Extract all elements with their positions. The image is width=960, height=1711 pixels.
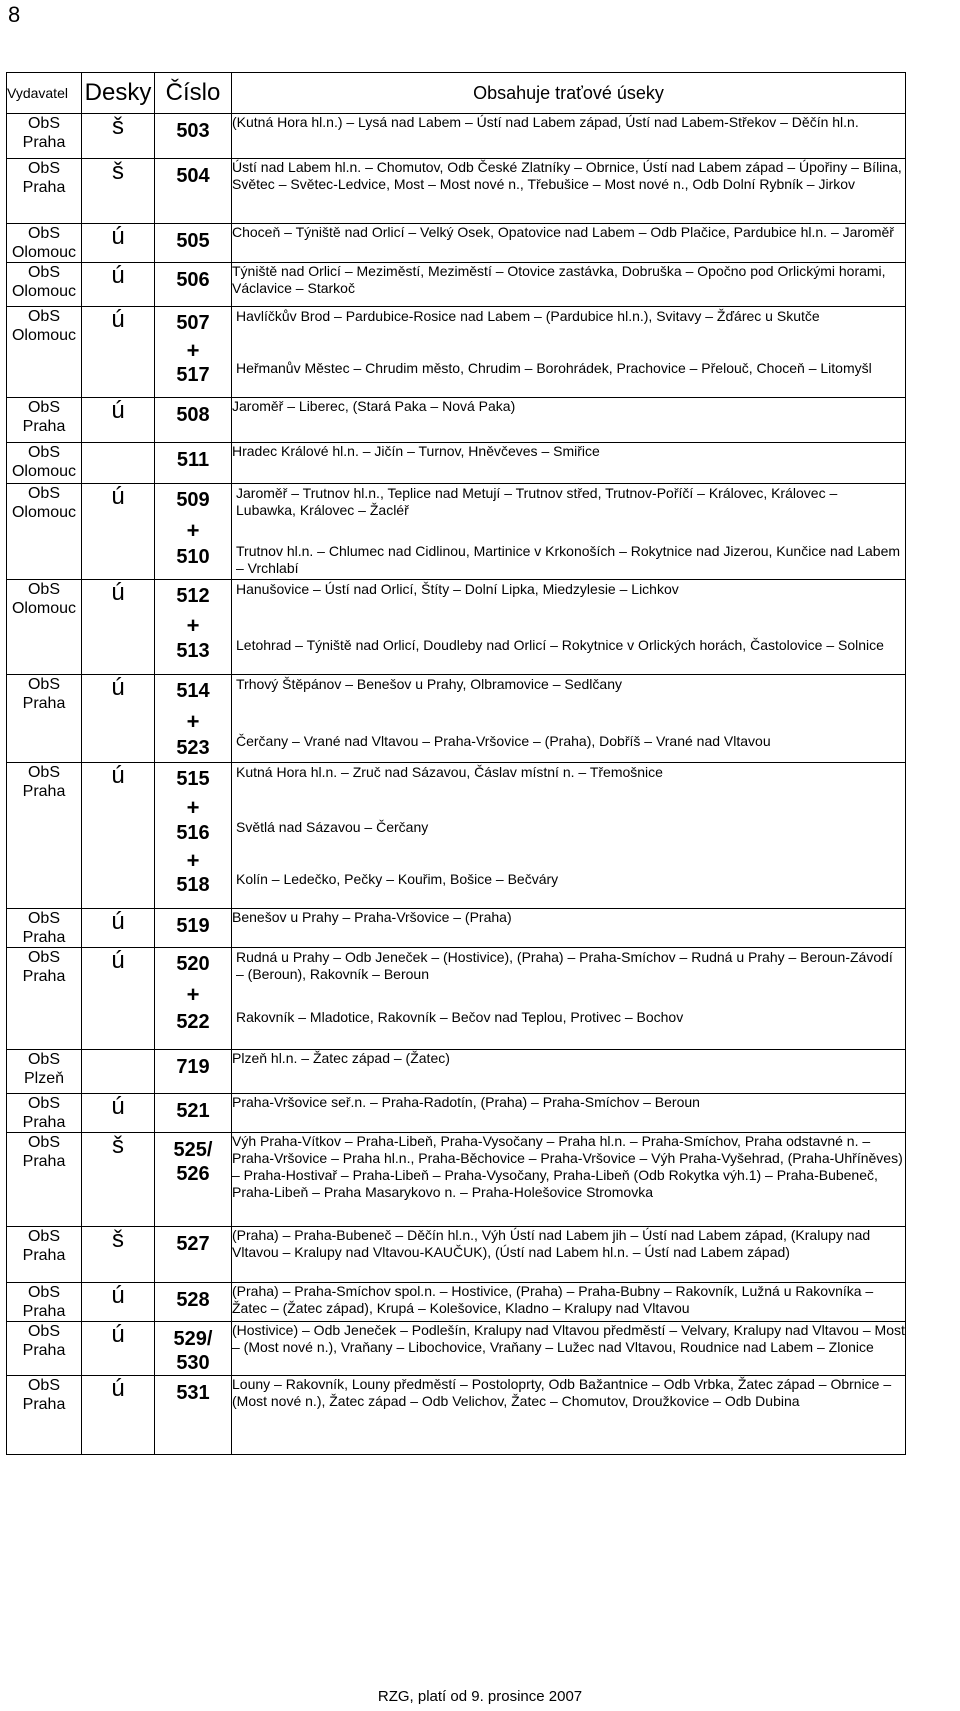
publisher-line: Olomouc xyxy=(11,600,77,617)
desk-cell: ú xyxy=(82,1094,155,1133)
publisher-line: ObS xyxy=(27,910,60,927)
section-description: Benešov u Prahy – Praha-Vršovice – (Praha) xyxy=(232,909,512,925)
footer-note: RZG, platí od 9. prosince 2007 xyxy=(377,1688,583,1705)
sections-cell xyxy=(232,763,906,909)
publisher-line: Olomouc xyxy=(11,327,77,344)
sections-cell xyxy=(232,398,906,443)
section-description: Ústí nad Labem hl.n. – Chomutov, Odb České Zlatníky – Obrnice, Ústí nad Labem západ – Úpořiny – Bílina, Světec – Světec-Ledvice, Most – Most nové n., Třebušice – Most nové n., Odb Dolní Rybník – Jirkov xyxy=(232,159,902,192)
publisher-line: Praha xyxy=(22,418,66,435)
section-description: Rudná u Prahy – Odb Jeneček – (Hostivice), (Praha) – Praha-Smíchov – Rudná u Prahy – Beroun-Závodí – (Beroun), Rakovník – Beroun xyxy=(236,949,893,982)
publisher-line: Olomouc xyxy=(11,504,77,521)
section-number: 507 xyxy=(176,312,210,334)
table-row xyxy=(7,1133,906,1227)
publisher-line: ObS xyxy=(27,160,60,177)
publisher-cell xyxy=(7,159,82,224)
table-row xyxy=(7,1094,906,1133)
desk-cell: ú xyxy=(82,1322,155,1376)
section-number: 509 xyxy=(176,489,210,511)
desk-cell: ú xyxy=(82,1376,155,1455)
section-number: 529/ xyxy=(173,1328,213,1350)
table-header-row xyxy=(7,73,906,114)
number-cell xyxy=(155,307,232,398)
publisher-cell xyxy=(7,1094,82,1133)
plus-sign: + xyxy=(186,518,200,543)
sections-cell xyxy=(232,1283,906,1322)
number-cell xyxy=(155,948,232,1050)
section-number: 515 xyxy=(176,768,210,790)
publisher-line: Praha xyxy=(22,1153,66,1170)
publisher-line: ObS xyxy=(27,225,60,242)
desk-cell: š xyxy=(82,114,155,159)
publisher-line: ObS xyxy=(27,1284,60,1301)
section-number: 512 xyxy=(176,585,210,607)
section-description: Havlíčkův Brod – Pardubice-Rosice nad Labem – (Pardubice hl.n.), Svitavy – Žďárec u Skutče xyxy=(236,308,820,324)
publisher-line: ObS xyxy=(27,764,60,781)
publisher-line: ObS xyxy=(27,308,60,325)
plus-sign: + xyxy=(186,338,200,363)
publisher-cell xyxy=(7,948,82,1050)
table-row xyxy=(7,307,906,398)
number-cell xyxy=(155,1283,232,1322)
publisher-cell xyxy=(7,763,82,909)
sections-cell xyxy=(232,263,906,307)
sections-cell xyxy=(232,114,906,159)
publisher-line: Praha xyxy=(22,695,66,712)
publisher-line: ObS xyxy=(27,399,60,416)
section-number: 719 xyxy=(176,1056,210,1078)
number-cell xyxy=(155,1376,232,1455)
desk-cell xyxy=(82,1050,155,1094)
section-description: Kutná Hora hl.n. – Zruč nad Sázavou, Čáslav místní n. – Třemošnice xyxy=(236,764,663,780)
section-description: Týniště nad Orlicí – Meziměstí, Meziměstí – Otovice zastávka, Dobruška – Opočno pod Orlickými horami, Václavice – Starkoč xyxy=(232,263,886,296)
sections-cell xyxy=(232,909,906,948)
section-description: Jaroměř – Trutnov hl.n., Teplice nad Metují – Trutnov střed, Trutnov-Poříčí – Královec, Královec – Lubawka, Královec – Žacléř xyxy=(236,485,838,518)
section-description: (Kutná Hora hl.n.) – Lysá nad Labem – Ústí nad Labem západ, Ústí nad Labem-Střekov – Děčín hl.n. xyxy=(232,114,859,130)
desk-cell: ú xyxy=(82,263,155,307)
table-row xyxy=(7,580,906,675)
table-row xyxy=(7,159,906,224)
section-number: 530 xyxy=(176,1352,210,1374)
number-cell xyxy=(155,484,232,580)
section-description: Choceň – Týniště nad Orlicí – Velký Osek, Opatovice nad Labem – Odb Plačice, Pardubice hl.n. – Jaroměř xyxy=(232,224,894,240)
section-description: Hradec Králové hl.n. – Jičín – Turnov, Hněvčeves – Smiřice xyxy=(232,443,600,459)
number-cell xyxy=(155,443,232,484)
section-number: 506 xyxy=(176,269,210,291)
publisher-line: Praha xyxy=(22,1342,66,1359)
sections-cell xyxy=(232,307,906,398)
table-row xyxy=(7,263,906,307)
section-description: (Praha) – Praha-Smíchov spol.n. – Hostivice, (Praha) – Praha-Bubny – Rakovník, Lužná u Rakovníka – Žatec – (Žatec západ), Krupá – Kolešovice, Kladno – Kralupy nad Vltavou xyxy=(232,1283,874,1316)
section-number: 511 xyxy=(176,449,210,471)
section-number: 518 xyxy=(176,874,210,896)
plus-sign: + xyxy=(186,613,200,638)
section-description: Hanušovice – Ústí nad Orlicí, Štíty – Dolní Lipka, Miedzylesie – Lichkov xyxy=(236,581,679,597)
table-row xyxy=(7,398,906,443)
table-row xyxy=(7,1376,906,1455)
number-cell xyxy=(155,398,232,443)
header-publisher: Vydavatel xyxy=(7,73,82,114)
publisher-cell xyxy=(7,909,82,948)
sections-cell xyxy=(232,948,906,1050)
section-number: 522 xyxy=(176,1011,210,1033)
publisher-cell xyxy=(7,443,82,484)
table-row xyxy=(7,1283,906,1322)
sections-cell xyxy=(232,224,906,263)
table-body xyxy=(7,114,906,1455)
sections-cell xyxy=(232,1376,906,1455)
publisher-cell xyxy=(7,1376,82,1455)
number-cell xyxy=(155,224,232,263)
section-number: 528 xyxy=(176,1289,210,1311)
publisher-line: Olomouc xyxy=(11,244,77,261)
publisher-cell xyxy=(7,1322,82,1376)
section-number: 521 xyxy=(176,1100,210,1122)
publisher-line: Plzeň xyxy=(23,1070,65,1087)
section-description: Letohrad – Týniště nad Orlicí, Doudleby nad Orlicí – Rokytnice v Orlických horách, Častolovice – Solnice xyxy=(236,637,884,653)
publisher-cell xyxy=(7,114,82,159)
publisher-line: ObS xyxy=(27,485,60,502)
table-row xyxy=(7,909,906,948)
publisher-line: ObS xyxy=(27,1228,60,1245)
section-number: 516 xyxy=(176,822,210,844)
number-cell xyxy=(155,159,232,224)
section-description: Louny – Rakovník, Louny předměstí – Postoloprty, Odb Bažantnice – Odb Vrbka, Žatec západ – Obrnice – (Most nové n.), Žatec západ – Odb Velichov, Žatec – Chomutov, Droužkovice – Odb Dubina xyxy=(232,1376,892,1409)
publisher-cell xyxy=(7,224,82,263)
sections-cell xyxy=(232,675,906,763)
table-row xyxy=(7,1050,906,1094)
publisher-line: ObS xyxy=(27,581,60,598)
publisher-line: Praha xyxy=(22,1396,66,1413)
number-cell xyxy=(155,580,232,675)
publisher-line: Praha xyxy=(22,968,66,985)
table-row xyxy=(7,948,906,1050)
sections-cell xyxy=(232,443,906,484)
section-number: 523 xyxy=(176,737,210,759)
publisher-line: ObS xyxy=(27,1051,60,1068)
publisher-line: Olomouc xyxy=(11,463,77,480)
number-cell xyxy=(155,1133,232,1227)
publisher-line: ObS xyxy=(27,676,60,693)
publisher-line: ObS xyxy=(27,1134,60,1151)
section-number: 508 xyxy=(176,404,210,426)
section-description: (Hostivice) – Odb Jeneček – Podlešín, Kralupy nad Vltavou předměstí – Velvary, Kralupy nad Vltavou – Most – (Most nové n.), Vraňany – Libochovice, Vraňany – Lužec nad Vltavou, Roudnice nad Labem – Zlonice xyxy=(232,1322,905,1355)
desk-cell: ú xyxy=(82,484,155,580)
table-row xyxy=(7,484,906,580)
section-description: Výh Praha-Vítkov – Praha-Libeň, Praha-Vysočany – Praha hl.n. – Praha-Smíchov, Praha odstavné n. – Praha-Vršovice – Praha hl.n., Praha-Běchovice – Praha-Vršovice – Výh Praha-Vyšehrad, (Praha-Uhříněves) – Praha-Hostivař – Praha-Libeň – Praha-Vysočany, Praha-Libeň (Odb Rokytka výh.1) – Praha-Bubeneč, Praha-Libeň – Praha Masarykovo n. – Praha-Holešovice Stromovka xyxy=(232,1133,903,1200)
section-description: Trhový Štěpánov – Benešov u Prahy, Olbramovice – Sedlčany xyxy=(236,676,622,692)
section-number: 520 xyxy=(176,953,210,975)
section-number: 514 xyxy=(176,680,210,702)
section-number: 505 xyxy=(176,230,210,252)
section-description: Heřmanův Městec – Chrudim město, Chrudim – Borohrádek, Prachovice – Přelouč, Choceň – Litomyšl xyxy=(236,360,872,376)
section-number: 525/ xyxy=(173,1139,213,1161)
table-row xyxy=(7,1227,906,1283)
publisher-line: Praha xyxy=(22,1303,66,1320)
publisher-line: Praha xyxy=(22,1114,66,1131)
publisher-line: ObS xyxy=(27,444,60,461)
publisher-cell xyxy=(7,675,82,763)
section-number: 503 xyxy=(176,120,210,142)
plus-sign: + xyxy=(186,795,200,820)
section-number: 504 xyxy=(176,165,210,187)
publisher-line: ObS xyxy=(27,115,60,132)
desk-cell: ú xyxy=(82,909,155,948)
sections-cell xyxy=(232,484,906,580)
sections-cell xyxy=(232,1133,906,1227)
section-description: Trutnov hl.n. – Chlumec nad Cidlinou, Martinice v Krkonoších – Rokytnice nad Jizerou, Kunčice nad Labem – Vrchlabí xyxy=(236,543,901,576)
table-row xyxy=(7,763,906,909)
section-description: Světlá nad Sázavou – Čerčany xyxy=(236,819,429,835)
section-number: 517 xyxy=(176,364,210,386)
number-cell xyxy=(155,114,232,159)
desk-cell xyxy=(82,443,155,484)
publisher-cell xyxy=(7,1227,82,1283)
table-row xyxy=(7,675,906,763)
number-cell xyxy=(155,675,232,763)
table-row xyxy=(7,114,906,159)
section-number: 526 xyxy=(176,1163,210,1185)
publisher-line: ObS xyxy=(27,1323,60,1340)
sections-table xyxy=(6,72,906,1455)
publisher-cell xyxy=(7,263,82,307)
publisher-line: Praha xyxy=(22,929,66,946)
section-number: 510 xyxy=(176,546,210,568)
sections-cell xyxy=(232,1322,906,1376)
number-cell xyxy=(155,263,232,307)
desk-cell: ú xyxy=(82,580,155,675)
publisher-line: ObS xyxy=(27,1095,60,1112)
desk-cell: ú xyxy=(82,398,155,443)
publisher-cell xyxy=(7,484,82,580)
number-cell xyxy=(155,1050,232,1094)
number-cell xyxy=(155,763,232,909)
plus-sign: + xyxy=(186,709,200,734)
section-number: 513 xyxy=(176,640,210,662)
sections-cell xyxy=(232,159,906,224)
publisher-line: ObS xyxy=(27,1377,60,1394)
plus-sign: + xyxy=(186,848,200,873)
header-desk: Desky xyxy=(82,73,155,114)
publisher-cell xyxy=(7,307,82,398)
header-number: Číslo xyxy=(155,73,232,114)
desk-cell: ú xyxy=(82,224,155,263)
publisher-cell xyxy=(7,1283,82,1322)
section-description: Rakovník – Mladotice, Rakovník – Bečov nad Teplou, Protivec – Bochov xyxy=(236,1009,684,1025)
publisher-cell xyxy=(7,398,82,443)
section-description: Kolín – Ledečko, Pečky – Kouřim, Bošice – Bečváry xyxy=(236,871,559,887)
publisher-line: Praha xyxy=(22,1247,66,1264)
number-cell xyxy=(155,1322,232,1376)
sections-cell xyxy=(232,1050,906,1094)
publisher-line: Praha xyxy=(22,179,66,196)
sections-cell xyxy=(232,1094,906,1133)
publisher-line: Olomouc xyxy=(11,283,77,300)
desk-cell: ú xyxy=(82,1283,155,1322)
desk-cell: ú xyxy=(82,675,155,763)
desk-cell: ú xyxy=(82,307,155,398)
publisher-line: Praha xyxy=(22,783,66,800)
publisher-cell xyxy=(7,580,82,675)
sections-cell xyxy=(232,1227,906,1283)
number-cell xyxy=(155,1094,232,1133)
section-number: 527 xyxy=(176,1233,210,1255)
section-description: Praha-Vršovice seř.n. – Praha-Radotín, (Praha) – Praha-Smíchov – Beroun xyxy=(232,1094,700,1110)
desk-cell: š xyxy=(82,159,155,224)
desk-cell: ú xyxy=(82,763,155,909)
publisher-line: ObS xyxy=(27,949,60,966)
table-row xyxy=(7,443,906,484)
desk-cell: š xyxy=(82,1227,155,1283)
number-cell xyxy=(155,1227,232,1283)
table-row xyxy=(7,1322,906,1376)
section-description: Jaroměř – Liberec, (Stará Paka – Nová Paka) xyxy=(232,398,516,414)
table-row xyxy=(7,224,906,263)
header-sections: Obsahuje traťové úseky xyxy=(232,73,906,114)
number-cell xyxy=(155,909,232,948)
page-number: 8 xyxy=(8,2,21,27)
section-number: 531 xyxy=(176,1382,210,1404)
publisher-cell xyxy=(7,1050,82,1094)
plus-sign: + xyxy=(186,982,200,1007)
desk-cell: š xyxy=(82,1133,155,1227)
section-description: Plzeň hl.n. – Žatec západ – (Žatec) xyxy=(232,1050,450,1066)
publisher-line: Praha xyxy=(22,134,66,151)
publisher-cell xyxy=(7,1133,82,1227)
publisher-line: ObS xyxy=(27,264,60,281)
desk-cell: ú xyxy=(82,948,155,1050)
sections-cell xyxy=(232,580,906,675)
section-description: (Praha) – Praha-Bubeneč – Děčín hl.n., Výh Ústí nad Labem jih – Ústí nad Labem západ, (Kralupy nad Vltavou – Kralupy nad Vltavou-KAUČUK), (Ústí nad Labem hl.n. – Ústí nad Labem západ) xyxy=(232,1227,871,1260)
section-number: 519 xyxy=(176,915,210,937)
section-description: Čerčany – Vrané nad Vltavou – Praha-Vršovice – (Praha), Dobříš – Vrané nad Vltavou xyxy=(236,733,771,749)
